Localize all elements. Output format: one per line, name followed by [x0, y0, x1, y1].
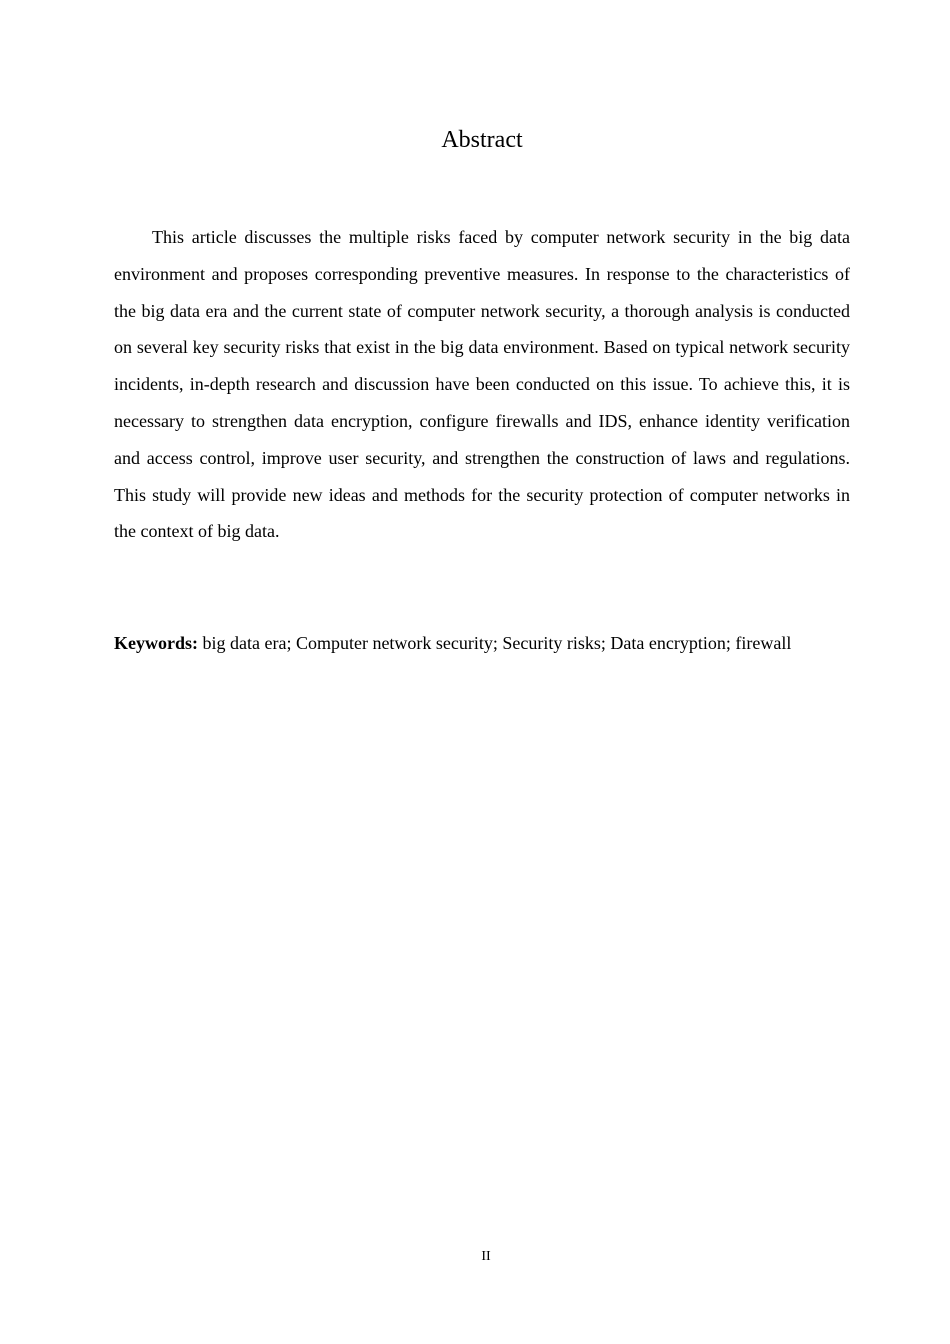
page-title: Abstract	[441, 127, 523, 153]
keywords-line	[114, 625, 850, 661]
abstract-paragraph: This article discusses the multiple risks faced by computer network security in the big data environment and proposes corresponding preventive measures. In response to the characteristics of the big data era and the current state of computer network security, a thorough analysis is conducted on several key security risks that exist in the big data environment. Based on typical network security incidents, in-depth research and discussion have been conducted on this issue. To achieve this, it is necessary to strengthen data encryption, configure firewalls and IDS, enhance identity verification and access control, improve user security, and strengthen the construction of laws and regulations. This study will provide new ideas and methods for the security protection of computer networks in the context of big data.	[114, 227, 850, 542]
keywords-label: Keywords:	[114, 633, 198, 653]
page-number: II	[481, 1249, 491, 1264]
keywords-list: big data era; Computer network security; Security risks; Data encryption; firewall	[198, 633, 792, 653]
